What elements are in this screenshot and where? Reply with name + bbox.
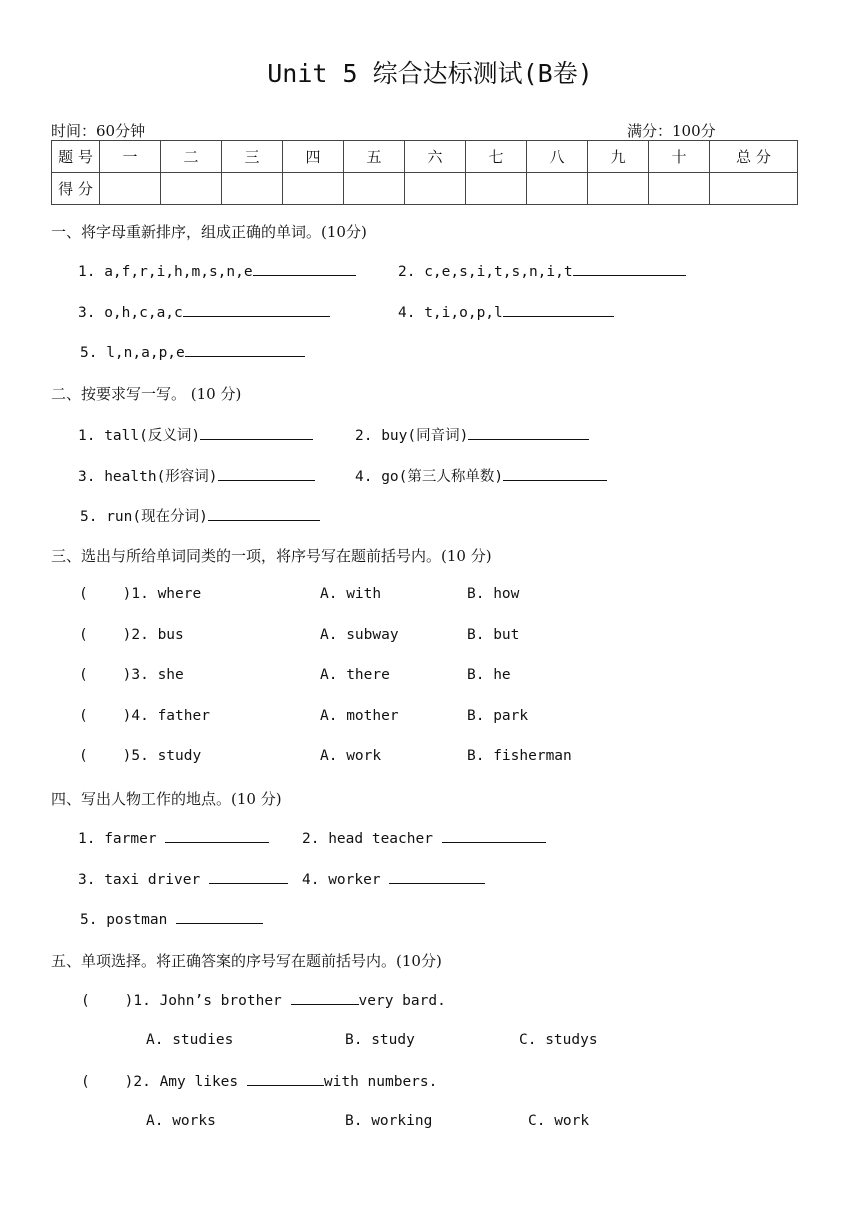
option-b: B. park [467,708,529,724]
header-label: 题 号 [52,141,100,173]
option-a: A. there [320,667,390,683]
answer-blank[interactable] [468,426,589,440]
question-text: 2. c,e,s,i,t,s,n,i,t [398,264,573,280]
question-text: 1. tall(反义词) [78,428,201,444]
page-title: Unit 5 综合达标测试(B卷) [267,59,593,88]
option-c: C. work [528,1113,590,1129]
question-text: very bard. [358,993,446,1009]
option-a: A. works [146,1113,216,1129]
header-cell: 三 [222,141,283,173]
answer-blank[interactable] [209,870,288,884]
answer-blank[interactable] [176,910,263,924]
option-c: C. studys [519,1032,598,1048]
header-cell: 九 [588,141,649,173]
question-text: 4. worker [302,872,381,888]
score-cell[interactable] [405,173,466,205]
question-stem: ( )1. where [79,586,202,602]
full-score: 满分：100分 [627,122,716,140]
option-a: A. with [320,586,382,602]
score-cell[interactable] [344,173,405,205]
section-1-heading: 一、将字母重新排序，组成正确的单词。(10分) [51,223,367,241]
score-cell[interactable] [161,173,222,205]
header-cell: 六 [405,141,466,173]
answer-blank[interactable] [389,870,485,884]
header-cell: 一 [100,141,161,173]
answer-blank[interactable] [503,303,614,317]
header-cell: 七 [466,141,527,173]
question-text: 5. run(现在分词) [80,509,208,525]
answer-blank[interactable] [503,467,607,481]
option-a: A. mother [320,708,399,724]
question-text: 3. health(形容词) [78,469,218,485]
question-text: 1. a,f,r,i,h,m,s,n,e [78,264,253,280]
question-text: 4. t,i,o,p,l [398,305,503,321]
option-a: A. studies [146,1032,234,1048]
section-5-heading: 五、单项选择。将正确答案的序号写在题前括号内。(10分) [51,952,442,970]
header-cell: 五 [344,141,405,173]
score-cell[interactable] [527,173,588,205]
option-b: B. working [345,1113,433,1129]
answer-blank[interactable] [247,1072,324,1086]
question-text: 2. buy(同音词) [355,428,469,444]
header-cell-total: 总 分 [710,141,798,173]
option-b: B. but [467,627,520,643]
answer-blank[interactable] [218,467,315,481]
question-item [80,343,305,361]
answer-blank[interactable] [183,303,330,317]
option-a: A. subway [320,627,399,643]
question-item [78,870,288,888]
question-text: ( )1. John’s brother [81,993,282,1009]
score-cell[interactable] [466,173,527,205]
header-cell: 八 [527,141,588,173]
option-b: B. fisherman [467,748,572,764]
answer-blank[interactable] [442,829,546,843]
score-cell-total[interactable] [710,173,798,205]
question-text: 1. farmer [78,831,157,847]
question-stem: ( )3. she [79,667,184,683]
section-4-heading: 四、写出人物工作的地点。(10 分) [51,790,282,808]
answer-blank[interactable] [185,343,305,357]
answer-blank[interactable] [573,262,686,276]
question-item [78,303,330,321]
question-item [78,262,356,280]
option-b: B. study [345,1032,415,1048]
option-a: A. work [320,748,382,764]
section-2-heading: 二、按要求写一写。 (10 分) [51,385,242,403]
score-table-header-row [52,141,798,173]
header-cell: 四 [283,141,344,173]
answer-blank[interactable] [200,426,313,440]
question-stem: ( )2. bus [79,627,184,643]
question-item [78,424,313,445]
question-stem: ( )5. study [79,748,202,764]
answer-blank[interactable] [253,262,356,276]
answer-blank[interactable] [291,991,359,1005]
time-limit: 时间：60分钟 [51,122,146,140]
header-cell: 十 [649,141,710,173]
score-cell[interactable] [283,173,344,205]
question-stem: ( )4. father [79,708,210,724]
question-item [80,910,263,928]
question-text: ( )2. Amy likes [81,1074,239,1090]
question-item [398,303,614,321]
score-cell[interactable] [222,173,283,205]
score-table-score-row [52,173,798,205]
option-b: B. how [467,586,520,602]
score-cell[interactable] [588,173,649,205]
answer-blank[interactable] [165,829,269,843]
question-item [355,465,607,486]
option-b: B. he [467,667,511,683]
row-label: 得 分 [52,173,100,205]
question-item [78,465,315,486]
question-stem [81,1072,437,1090]
question-item [78,829,269,847]
question-item [355,424,589,445]
question-item [80,505,320,526]
question-text: 3. o,h,c,a,c [78,305,183,321]
question-item [302,870,485,888]
question-item [398,262,686,280]
question-text: with numbers. [323,1074,438,1090]
score-table [51,140,798,205]
question-text: 5. postman [80,912,168,928]
question-text: 4. go(第三人称单数) [355,469,504,485]
score-cell[interactable] [649,173,710,205]
question-text: 5. l,n,a,p,e [80,345,185,361]
section-3-heading: 三、选出与所给单词同类的一项，将序号写在题前括号内。(10 分) [51,547,492,565]
question-text: 2. head teacher [302,831,433,847]
question-stem [81,991,446,1009]
answer-blank[interactable] [208,507,320,521]
question-text: 3. taxi driver [78,872,201,888]
score-cell[interactable] [100,173,161,205]
header-cell: 二 [161,141,222,173]
question-item [302,829,546,847]
